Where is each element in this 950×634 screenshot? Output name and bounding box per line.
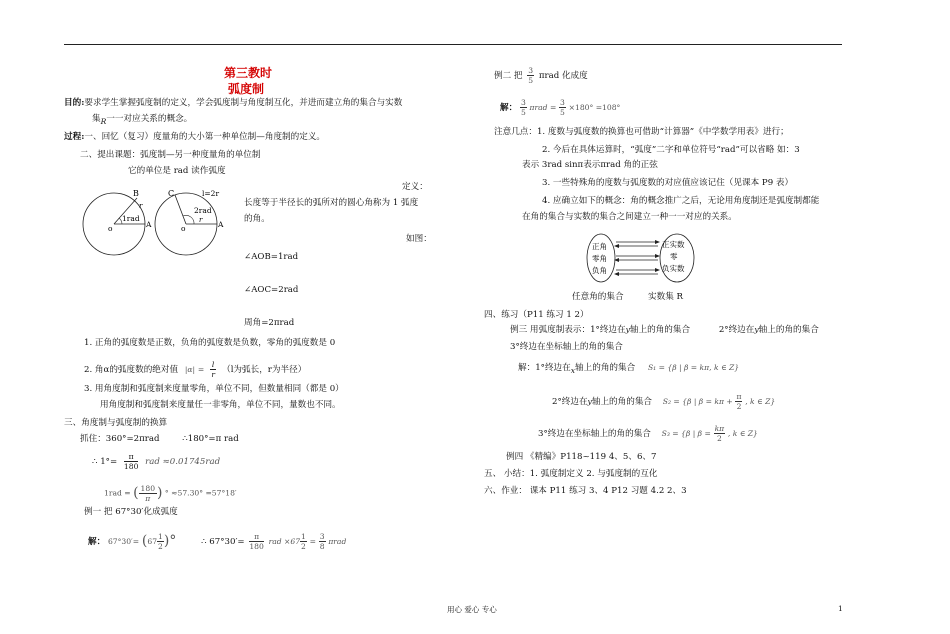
- rad1-den: π: [145, 494, 151, 503]
- sol3-2-den: 2: [736, 402, 742, 411]
- rad1-suffix: ° ≈57.30° =57°18′: [164, 488, 237, 498]
- sol1-c-den2: 2: [301, 542, 306, 551]
- point-2-abs: |α|: [184, 365, 196, 374]
- notes-1: 注意几点：1. 度数与弧度数的换算也可借助“计算器”《中学数学用表》进行；: [494, 127, 789, 137]
- rad1-prefix: 1rad =: [104, 488, 131, 498]
- label-l2r: l=2r: [202, 189, 220, 198]
- sol1-a: 67°30′=: [107, 537, 140, 546]
- sol1-b-whole: 67: [147, 537, 158, 546]
- example-3e: 3°终边在坐标轴上的角的集合: [510, 342, 623, 352]
- notes-2b: 表示 3rad sinπ表示πrad 角的正弦: [522, 160, 658, 170]
- label-r-2: r: [199, 216, 203, 224]
- objective-line-2: [92, 113, 192, 125]
- example3-y2: y: [754, 325, 759, 334]
- sol1-c-eq: =: [309, 537, 316, 546]
- objective-label: 目的:: [64, 98, 85, 108]
- objective-text-1: 要求学生掌握弧度制的定义，学会弧度制与角度制互化，并进而建立角的集合与实数: [84, 98, 403, 108]
- sol3-3-fraction: [714, 424, 726, 443]
- deg1-num: π: [124, 452, 139, 462]
- lesson-subtitle: 弧度制: [228, 82, 265, 96]
- figure-1rad: [83, 189, 152, 255]
- example3-c: 2°终边在: [718, 325, 755, 335]
- point-2-num: l: [211, 360, 215, 369]
- grasp-b: ∴180°=π rad: [182, 434, 239, 444]
- label-1rad: 1rad: [122, 214, 140, 223]
- map-caption-left: 任意角的集合: [572, 292, 624, 302]
- example2-den: 5: [528, 76, 534, 85]
- rad1-num: 180: [140, 484, 156, 493]
- sol1-label: 解：: [88, 537, 106, 547]
- sol3-2y: y: [587, 397, 592, 406]
- section-4: 四、练习（P11 练习 1 2）: [484, 310, 589, 320]
- circumference: 周角=2πrad: [244, 318, 295, 328]
- example2-a: 例二 把: [494, 71, 523, 81]
- sol1-c-fraction: [249, 532, 264, 551]
- solution-3-1: [518, 362, 739, 374]
- map-caption-right: 实数集 R: [648, 292, 683, 302]
- sol2-den2: 5: [560, 108, 565, 117]
- angle-aoc: ∠AOC=2rad: [244, 285, 299, 295]
- notes-2: 2. 今后在具体运算时，“弧度”二字和单位符号“rad”可以省略 如：3: [542, 145, 800, 155]
- label-o-1: o: [108, 224, 113, 233]
- solution-2: [500, 98, 620, 117]
- map-right-2: 负实数: [662, 264, 685, 273]
- sol3-1x: x: [570, 366, 576, 375]
- sol3-1-set: S₁ = {β | β = kπ, k ∈ Z}: [647, 363, 740, 372]
- grasp-line: [80, 434, 239, 445]
- angle-aob: ∠AOB=1rad: [244, 252, 299, 262]
- solution-3-3: [538, 424, 758, 443]
- definition-label: 定义：: [402, 182, 428, 192]
- objective-line-1: [64, 98, 402, 109]
- solution-3-2: [552, 392, 775, 411]
- point-3: 3. 用角度制和弧度制来度量零角，单位不同，但数量相同（都是 0）: [84, 384, 344, 394]
- sol3-2-fraction: [735, 392, 742, 411]
- example-1: 例一 把 67°30′化成弧度: [84, 507, 178, 517]
- objective-text-2a: 集: [92, 114, 101, 124]
- example3-b: 轴上的角的集合: [629, 325, 691, 335]
- solution-1: 解： 67°30′= (67 $\frac{1}{2}$ )° ∴ 67°30′= $\frac{\pi}{180}$ rad ×67 $\frac{1}{2}$ = $\frac{3}{8}$ πrad: [88, 532, 347, 551]
- sol2-end: ×180° =108°: [568, 103, 621, 112]
- map-left-1: 零角: [592, 254, 607, 263]
- objective-text-2b: 一一对应关系的概念。: [106, 114, 193, 124]
- sol1-c-den3: 8: [319, 542, 325, 551]
- grasp-a: 抓住：360°=2πrad: [80, 434, 160, 444]
- sol2-mid: πrad =: [529, 103, 557, 112]
- sol3-1b: 轴上的角的集合: [575, 363, 636, 373]
- notes-3: 3. 一些特殊角的度数与弧度数的对应值应该记住（见课本 P9 表）: [542, 178, 794, 188]
- point-3b: 用角度制和弧度制来度量任一非零角，单位不同，量数也不同。: [100, 400, 341, 410]
- process-text-1: 一、回忆（复习）度量角的大小第一种单位制—角度制的定义。: [84, 132, 326, 142]
- label-o-2: o: [181, 224, 186, 233]
- definition-text-2: 的角。: [244, 214, 270, 224]
- label-A-2: A: [218, 220, 224, 229]
- arrowhead-5: [655, 268, 660, 272]
- deg1-suffix: rad ≈0.01745rad: [145, 457, 221, 467]
- page-number: 1: [838, 604, 843, 613]
- point-2-den: r: [211, 370, 215, 379]
- sol1-c-fraction3: [319, 532, 326, 551]
- sol3-2a: 2°终边在: [552, 397, 588, 407]
- sol2-fraction2: [559, 98, 566, 117]
- mapping-diagram: [586, 232, 698, 284]
- notes-4: 4. 应确立如下的概念：角的概念推广之后，无论用角度制还是弧度制都能: [542, 196, 820, 206]
- sol1-c: ∴ 67°30′=: [201, 537, 245, 547]
- label-C: C: [168, 189, 175, 198]
- radius-oc: [175, 195, 186, 224]
- notes-4b: 在角的集合与实数的集合之间建立一种一一对应的关系。: [522, 212, 737, 222]
- lesson-title: 第三教时: [224, 66, 273, 80]
- sol2-fraction: [520, 98, 527, 117]
- map-left-0: 正角: [592, 242, 607, 251]
- sol1-b-den: 2: [158, 542, 163, 551]
- header-rule: [64, 44, 842, 45]
- definition-text-1: 长度等于半径长的弧所对的圆心角称为 1 弧度: [244, 198, 419, 208]
- point-2-suffix: （l为弧长，r为半径）: [222, 365, 307, 375]
- sol1-c-end: πrad: [328, 537, 347, 546]
- arrowhead-2: [614, 244, 619, 248]
- sol1-c-num2: 1: [301, 532, 306, 541]
- example2-b: πrad 化成度: [538, 71, 588, 81]
- point-2-fraction: [210, 360, 216, 379]
- label-r-1: r: [139, 202, 143, 210]
- sol3-3-set-b: , k ∈ Z}: [727, 429, 758, 438]
- deg1-den: 180: [123, 462, 139, 471]
- sol2-num2: 3: [560, 98, 565, 107]
- sol3-3a: 3°终边在坐标轴上的角的集合: [538, 429, 651, 439]
- sol1-c-num: π: [249, 532, 264, 542]
- deg1-fraction: [124, 452, 139, 471]
- sol2-label: 解：: [500, 103, 518, 113]
- label-A-1: A: [146, 220, 152, 229]
- example-4: 例四 《精编》P118~119 4、5、6、7: [506, 452, 657, 462]
- rad1-fraction: [139, 484, 158, 503]
- footer-motto: 用心 爱心 专心: [447, 605, 497, 614]
- point-2-text: 2. 角α的弧度数的绝对值: [84, 365, 179, 375]
- section-5: 五、 小结：1. 弧度制定义 2. 与弧度制的互化: [484, 469, 658, 479]
- arrowhead-1: [655, 240, 660, 244]
- sol3-2-set-a: S₂ = {β | β = kπ +: [662, 397, 733, 406]
- point-1: 1. 正角的弧度数是正数，负角的弧度数是负数，零角的弧度数是 0: [84, 338, 336, 348]
- map-right-0: 正实数: [662, 240, 685, 249]
- radian-figures: [82, 184, 242, 264]
- deg-to-rad: [92, 452, 220, 471]
- unit-line: 它的单位是 rad 读作弧度: [128, 166, 226, 176]
- example3-d: 轴上的角的集合: [758, 325, 819, 335]
- step-2: 二、提出课题：弧度制—另一种度量角的单位制: [80, 150, 261, 160]
- sol3-3-den: 2: [716, 434, 722, 443]
- sol3-2-num: π: [736, 392, 742, 401]
- sol1-c-den: 180: [249, 542, 264, 551]
- rad-to-deg: 1rad = ( $\frac{180}{\pi}$ ) ° ≈57.30° =57°18′: [104, 484, 237, 503]
- sol3-1a: 解：1°终边在: [518, 363, 571, 373]
- figure-label: 如图：: [406, 234, 432, 244]
- point-2: 2. 角α的弧度数的绝对值 |α| = $\frac{l}{r}$ （l为弧长，r为半径）: [84, 360, 307, 379]
- map-right-1: 零: [670, 252, 678, 261]
- arrowhead-3: [655, 254, 660, 258]
- sol3-2-set-b: , k ∈ Z}: [745, 397, 776, 406]
- label-B: B: [133, 189, 139, 198]
- example2-num: 3: [528, 66, 534, 75]
- deg1-prefix: ∴ 1°=: [92, 457, 118, 467]
- sol1-c-num3: 3: [319, 532, 325, 541]
- sol3-3-num: kπ: [714, 424, 725, 433]
- process-label: 过程:: [64, 132, 85, 142]
- arrowhead-6: [614, 272, 619, 276]
- example3-y: y: [625, 325, 630, 334]
- sol2-num: 3: [520, 98, 526, 107]
- objective-R: R: [100, 117, 107, 126]
- map-left-2: 负角: [592, 266, 607, 275]
- label-2rad: 2rad: [194, 206, 212, 215]
- example3-a: 例三 用弧度制表示：1°终边在: [510, 325, 626, 335]
- process-line-1: [64, 132, 325, 143]
- example-3: [510, 324, 819, 336]
- sol3-3-set-a: S₃ = {β | β =: [661, 429, 711, 438]
- sol1-c-mid: rad ×67: [268, 537, 301, 546]
- sol1-b-fraction: [157, 532, 164, 551]
- example2-fraction: [527, 66, 534, 85]
- figure-2rad: [155, 189, 224, 255]
- sol3-2b: 轴上的角的集合: [591, 397, 653, 407]
- section-3: 三、角度制与弧度制的换算: [64, 418, 168, 428]
- sol1-c-fraction2: [300, 532, 307, 551]
- sol2-den: 5: [520, 108, 526, 117]
- sol1-b-num: 1: [158, 532, 163, 541]
- section-6: 六、作业： 课本 P11 练习 3、4 P12 习题 4.2 2、3: [484, 486, 687, 496]
- example-2: [494, 66, 588, 85]
